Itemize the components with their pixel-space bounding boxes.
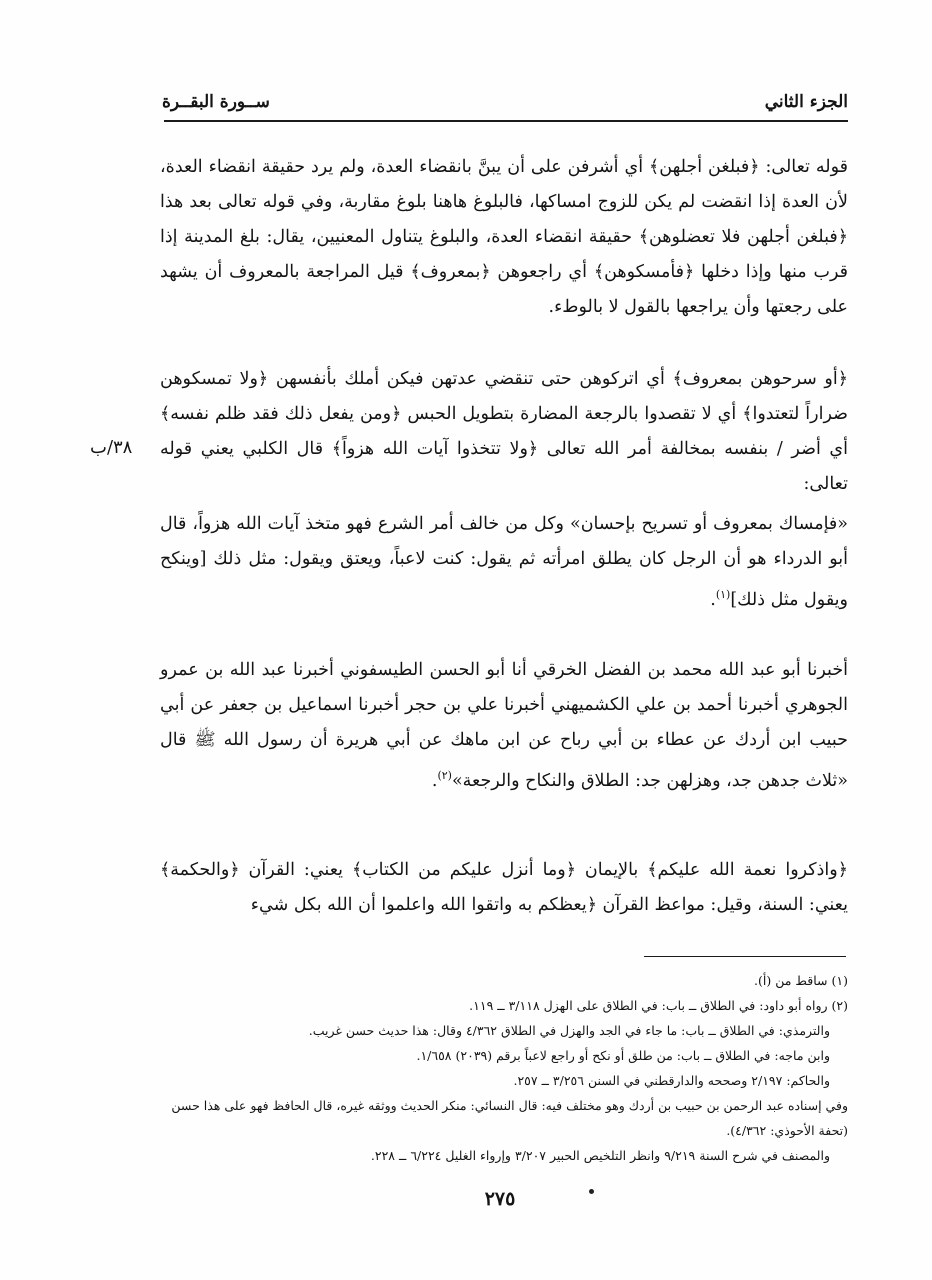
footnote-line: وابن ماجه: في الطلاق ــ باب: من طلق أو نكح أو راجع لاعباً برقم (٢٠٣٩) ١/٦٥٨. [416,1048,830,1063]
footnote-line: (١) ساقط من (أ). [754,973,848,988]
page-header [162,86,848,116]
scan-speck [589,1189,594,1194]
paragraph-4-text: أخبرنا أبو عبد الله محمد بن الفضل الخرقي أنا أبو الحسن الطيسفوني أخبرنا عبد الله بن عمرو الجوهري أخبرنا أحمد بن علي الكشميهني أخبرنا علي بن حجر أخبرنا اسماعيل بن جعفر عن أبي حبيب ابن أردك عن عطاء بن أبي رباح عن ابن ماهك عن أبي هريرة أن رسول الله ﷺ قال «ثلاث جدهن جد، وهزلهن جد: الطلاق والنكاح والرجعة» [160,660,848,791]
paragraph-1 [160,150,848,325]
footnote-line: وفي إسناده عبد الرحمن بن حبيب بن أردك وهو مختلف فيه: قال النسائي: منكر الحديث ووثقه غيره، قال الحافظ فهو على هذا حسن (تحفة الأحوذي: ٤/٣٦٢). [171,1098,848,1138]
paragraph-3 [160,507,848,618]
part-title: الجزء الثاني [764,92,848,112]
paragraph-5-text: ﴿واذكروا نعمة الله عليكم﴾ بالإيمان ﴿وما أنزل عليكم من الكتاب﴾ يعني: القرآن ﴿والحكمة﴾ يعني: السنة، وقيل: مواعظ القرآن ﴿يعظكم به واتقوا الله واعلموا أن الله بكل شيء [160,860,848,915]
paragraph-1-text: قوله تعالى: ﴿فبلغن أجلهن﴾ أي أشرفن على أن يبنَّ بانقضاء العدة، ولم يرد حقيقة انقضاء العدة، لأن العدة إذا انقضت لم يكن للزوج امساكها، فالبلوغ هاهنا بلوغ مقاربة، وفي قوله تعالى بعد هذا ﴿فبلغن أجلهن فلا تعضلوهن﴾ حقيقة انقضاء العدة، والبلوغ يتناول المعنيين، يقال: بلغ المدينة إذا قرب منها وإذا دخلها ﴿فأمسكوهن﴾ أي راجعوهن ﴿بمعروف﴾ قيل المراجعة بالمعروف أن يشهد على رجعتها وأن يراجعها بالقول لا بالوطء. [160,157,848,317]
paragraph-4 [160,653,848,799]
footnote-ref-1: (١) [715,588,731,601]
paragraph-2 [160,362,848,502]
page-number: ٢٧٥ [484,1188,516,1210]
paragraph-2-text: ﴿أو سرحوهن بمعروف﴾ أي اتركوهن حتى تنقضي عدتهن فيكن أملك بأنفسهن ﴿ولا تمسكوهن ضراراً لتعتدوا﴾ أي لا تقصدوا بالرجعة المضارة بتطويل الحبس ﴿ومن يفعل ذلك فقد ظلم نفسه﴾ أي أضر / بنفسه بمخالفة أمر الله تعالى ﴿ولا تتخذوا آيات الله هزواً﴾ قال الكلبي يعني قوله تعالى: [160,369,848,494]
footnote-line: (٢) رواه أبو داود: في الطلاق ــ باب: في الطلاق على الهزل ٣/١١٨ ــ ١١٩. [469,998,848,1013]
paragraph-3-line [160,507,848,618]
footnote-line: والمصنف في شرح السنة ٩/٢١٩ وانظر التلخيص الحبير ٣/٢٠٧ وإرواء الغليل ٦/٢٢٤ ــ ٢٢٨. [370,1148,830,1163]
paragraph-5 [160,853,848,923]
paragraph-3-text: «فإمساك بمعروف أو تسريح بإحسان» وكل من خالف أمر الشرع فهو متخذ آيات الله هزواً، قال أبو الدرداء هو أن الرجل كان يطلق امرأته ثم يقول: كنت لاعباً، ويعتق ويقول: مثل ذلك [وينكح ويقول مثل ذلك] [160,514,848,610]
footnotes [160,968,848,1168]
surah-title: ســورة البقــرة [162,92,270,112]
footnote-separator [644,956,846,957]
manuscript-folio-note: ٣٨/ب [90,437,133,458]
footnote-ref-2: (٢) [437,769,452,782]
paragraph-4-line [160,653,848,799]
footnote-line: والحاكم: ٢/١٩٧ وصححه والدارقطني في السنن ٣/٢٥٦ ــ ٢٥٧. [513,1073,830,1088]
footnote-line: والترمذي: في الطلاق ــ باب: ما جاء في الجد والهزل في الطلاق ٤/٣٦٢ وقال: هذا حديث حسن غريب. [308,1023,830,1038]
paragraph-4-end: . [431,770,438,791]
header-rule [164,120,848,122]
paragraph-3-end: . [710,589,716,610]
